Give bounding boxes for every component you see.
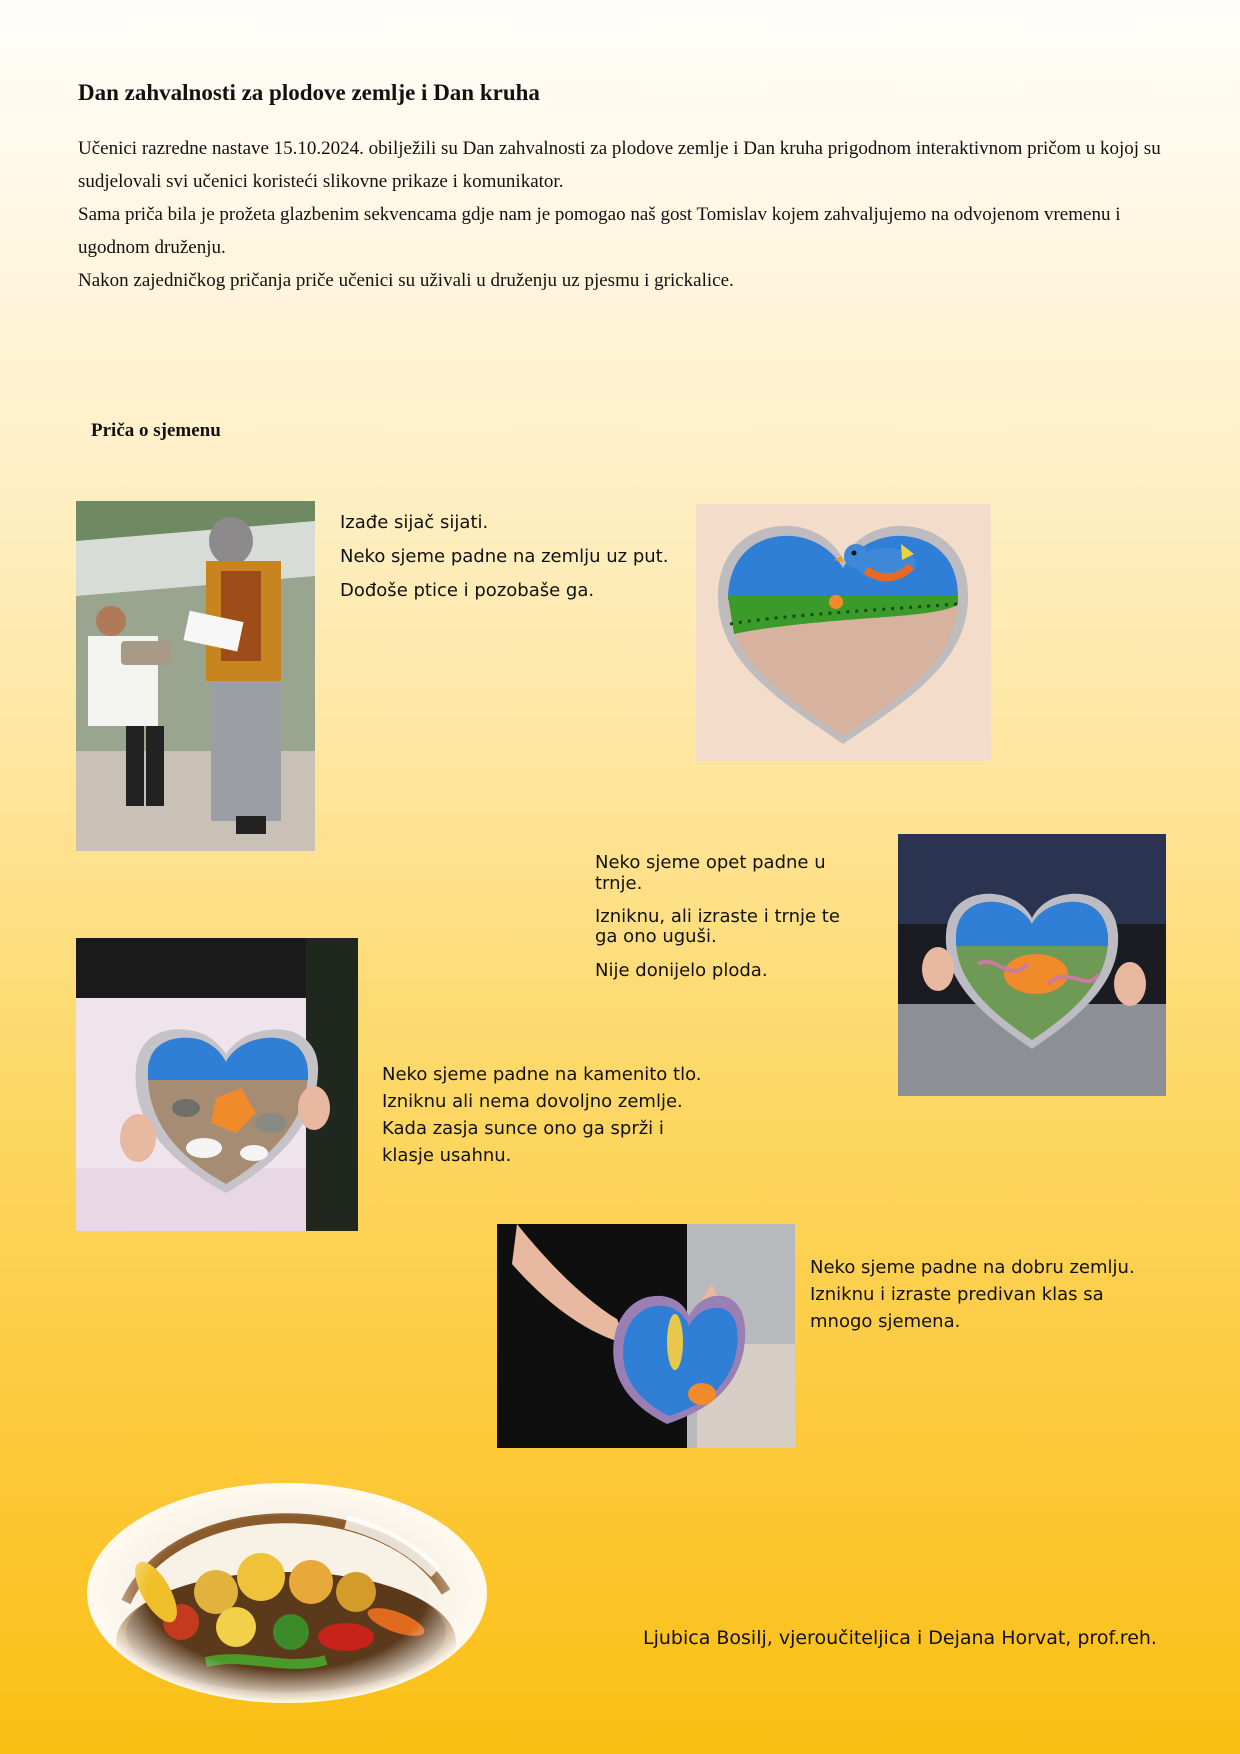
intro-paragraph: Sama priča bila je prožeta glazbenim sekvencama gdje nam je pomogao naš gost Tomislav kojem zahvaljujemo na odvojenom vremenu i ugodnom druženju. <box>78 204 1121 258</box>
photo-heart-thorns <box>898 834 1166 1096</box>
story-line: Neko sjeme opet padne u trnje. <box>595 852 826 894</box>
story-line: Kada zasja sunce ono ga sprži i klasje usahnu. <box>382 1118 664 1166</box>
story-text-2 <box>595 852 865 981</box>
story-line: Izniknu, ali izraste i trnje te ga ono uguši. <box>595 906 840 947</box>
fruit-basket-vignette <box>86 1482 488 1704</box>
section-subtitle: Priča o sjemenu <box>91 420 221 441</box>
page-title: Dan zahvalnosti za plodove zemlje i Dan kruha <box>78 80 540 105</box>
intro-paragraph: Učenici razredne nastave 15.10.2024. obilježili su Dan zahvalnosti za plodove zemlje i Dan kruha prigodnom interaktivnom pričom u kojoj su sudjelovali svi učenici koristeći slikovne prikaze i komunikator. <box>78 138 1161 192</box>
story-line: Izniknu i izraste predivan klas sa mnogo sjemena. <box>810 1284 1104 1332</box>
story-text-4 <box>810 1254 1140 1335</box>
story-text-1 <box>340 512 668 601</box>
story-line: Neko sjeme padne na kamenito tlo. <box>382 1064 702 1085</box>
intro-paragraph: Nakon zajedničkog pričanja priče učenici su uživali u druženju uz pjesmu i grickalice. <box>78 270 734 291</box>
photo-boy-and-nun <box>76 501 315 851</box>
intro-text <box>78 132 1168 297</box>
photo-heart-good-soil <box>497 1224 795 1448</box>
story-text-3 <box>382 1061 712 1169</box>
story-line: Neko sjeme padne na dobru zemlju. <box>810 1257 1135 1278</box>
story-line: Nije donijelo ploda. <box>595 960 768 981</box>
story-line: Izniknu ali nema dovoljno zemlje. <box>382 1091 683 1112</box>
story-line: Izađe sijač sijati. <box>340 512 489 533</box>
signature: Ljubica Bosilj, vjeroučiteljica i Dejana Horvat, prof.reh. <box>643 1627 1157 1649</box>
story-line: Dođoše ptice i pozobaše ga. <box>340 580 595 601</box>
photo-heart-stones <box>76 938 358 1231</box>
story-line: Neko sjeme padne na zemlju uz put. <box>340 546 669 567</box>
heart-painting-bird <box>696 504 991 761</box>
